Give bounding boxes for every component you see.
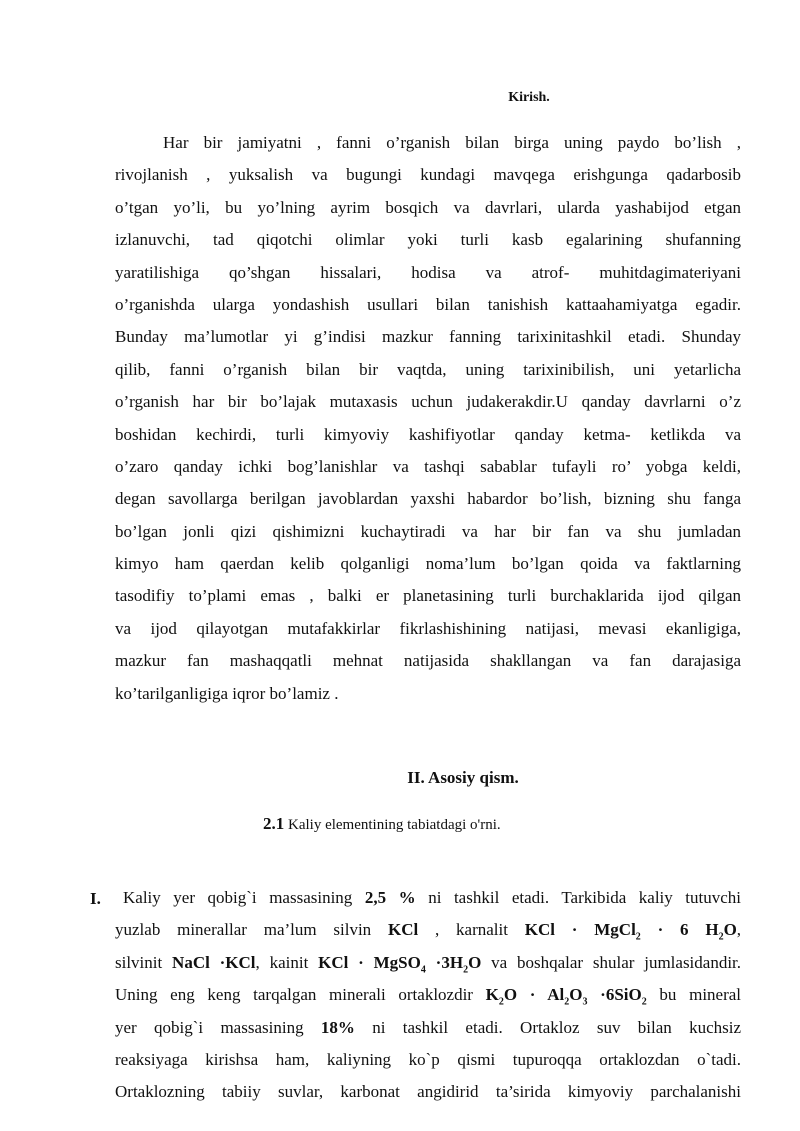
text-line: yuzlab minerallar ma’lum silvin KCl , karnalit KCl · MgCl$_2$ · 6 $H_2O$, <box>115 920 741 943</box>
subsection-title: Kaliy elementining tabiatdagi o'rni. <box>288 817 501 833</box>
text-line: ko’tarilganligiga iqror bo’lamiz . <box>115 683 339 703</box>
text-line: boshidan kechirdi, turli kimyoviy kashifiyotlar qanday ketma- ketlikda va <box>115 424 741 444</box>
text-line: o’zaro qanday ichki bog’lanishlar va tashqi sabablar tufayli ro’ yobga keldi, <box>115 456 741 476</box>
subsection-heading <box>263 814 501 834</box>
text-line: va ijod qilayotgan mutafakkirlar fikrlashishining natijasi, mevasi ekanligiga, <box>115 618 741 638</box>
text-line: reaksiyaga kirishsa ham, kaliyning ko`p qismi tupuroqqa ortaklozdan o`tadi. <box>115 1049 741 1069</box>
text-line: yaratilishiga qo’shgan hissalari, hodisa va atrof- muhitdagimateriyani <box>115 262 741 282</box>
text-line: silvinit NaCl ·KCl, kainit KCl · MgSO$_4$ $\cdot 3H_2O$ va boshqalar shular jumlasidandir. <box>115 952 741 976</box>
text-line: Bunday ma’lumotlar yi g’indisi mazkur fanning tarixinitashkil etadi. Shunday <box>115 327 741 347</box>
text-line: mazkur fan mashaqqatli mehnat natijasida shakllangan va fan darajasiga <box>115 651 741 671</box>
intro-title: Kirish. <box>508 90 550 105</box>
list-marker: I. <box>90 889 101 908</box>
text-line: qilib, fanni o’rganish bilan bir vaqtda, uning tarixinibilish, uni yetarlicha <box>115 359 741 379</box>
text-line: Kaliy yer qobig`i massasining 2,5 % ni tashkil etadi. Tarkibida kaliy tutuvchi <box>123 888 741 907</box>
text-line: o’tgan yo’li, bu yo’lning ayrim bosqich va davrlari, ularda yashabijod etgan <box>115 197 741 217</box>
text-line: o’rganishda ularga yondashish usullari bilan tanishish kattaahamiyatga egadir. <box>115 294 741 314</box>
text-line: Ortaklozning tabiiy suvlar, karbonat angidirid ta’sirida kimyoviy parchalanishi <box>115 1082 741 1102</box>
text-line: kimyo ham qaerdan kelib qolganligi noma’lum bo’lgan qoida va faktlarning <box>115 554 741 574</box>
kaliy-paragraph <box>115 882 741 1109</box>
text-line: o’rganish har bir bo’lajak mutaxasis uchun judakerakdir.U qanday davrlarni o’z <box>115 392 741 412</box>
text-line: tasodifiy to’plami emas , balki er planetasining turli burchaklarida ijod qilgan <box>115 586 741 606</box>
subsection-number: 2.1 <box>263 814 285 833</box>
text-line: Har bir jamiyatni , fanni o’rganish bilan birga uning paydo bo’lish , <box>163 133 741 152</box>
intro-paragraph <box>115 127 741 710</box>
text-line: rivojlanish , yuksalish va bugungi kundagi mavqega erishgunga qadarbosib <box>115 165 741 185</box>
text-line: yer qobig`i massasining 18% ni tashkil etadi. Ortakloz suv bilan kuchsiz <box>115 1017 741 1037</box>
text-line: bo’lgan jonli qizi qishimizni kuchaytiradi va har bir fan va shu jumladan <box>115 521 741 541</box>
section-heading: II. Asosiy qism. <box>407 768 519 787</box>
text-line: izlanuvchi, tad qiqotchi olimlar yoki turli kasb egalarining shufanning <box>115 230 741 250</box>
text-line: Uning eng keng tarqalgan minerali ortaklozdir $K_2O \cdot Al_2O_3 \cdot 6SiO_2$ bu mineral <box>115 985 741 1008</box>
text-line: degan savollarga berilgan javoblardan yaxshi habardor bo’lish, bizning shu fanga <box>115 489 741 509</box>
